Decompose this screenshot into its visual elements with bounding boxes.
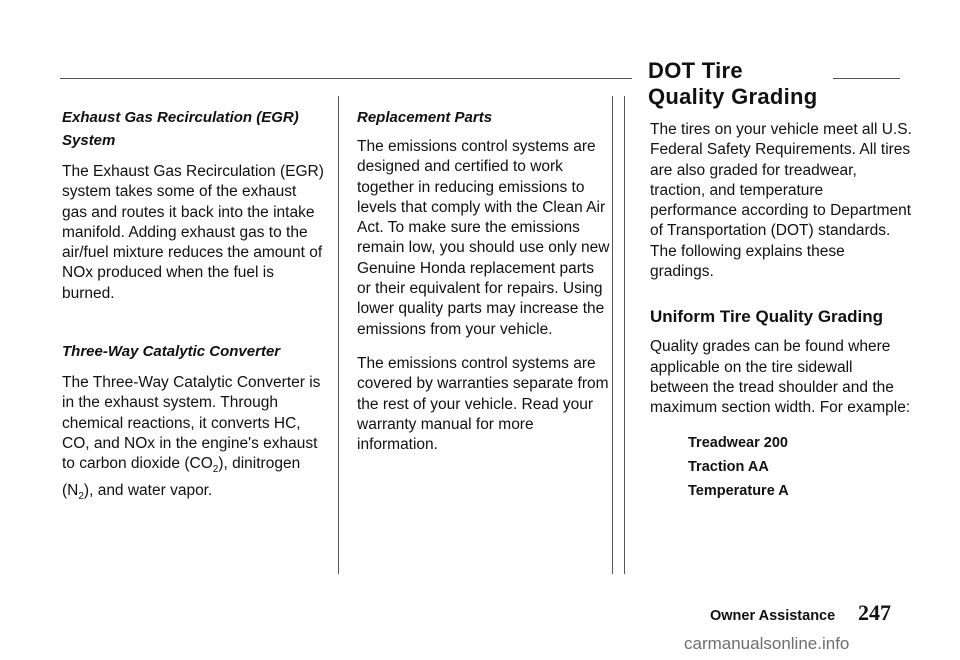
uniform-grading-body: Quality grades can be found where applicable on the tire sidewall between the tread shoulder and the maximum section width. For example: <box>650 338 911 417</box>
replacement-parts-para-2: The emissions control systems are covered by warranties separate from the rest of your vehicle. Read your warranty manual for more information. <box>357 354 609 454</box>
left-column <box>62 106 324 507</box>
replacement-parts-para-1: The emissions control systems are designed and certified to work together in reducing emissions to levels that comply with the Clean Air Act. To make sure the emissions remain low, you should use only new Genuine Honda replacement parts or their equivalent for repairs. Using lower quality parts may increase the emissions from your vehicle. <box>357 138 610 338</box>
column-divider-right-a <box>612 96 613 574</box>
watermark-text: carmanualsonline.info <box>684 634 850 653</box>
grade-treadwear: Treadwear 200 <box>688 434 788 451</box>
page-title-line-1: DOT Tire <box>648 58 743 83</box>
egr-body: The Exhaust Gas Recirculation (EGR) system takes some of the exhaust gas and routes it back into the intake manifold. Adding exhaust gas to the air/fuel mixture reduces the amount of NOx produced when the fuel is burned. <box>62 163 324 302</box>
page-number: 247 <box>858 600 891 625</box>
dot-intro: The tires on your vehicle meet all U.S. Federal Safety Requirements. All tires are also graded for treadwear, traction, and temperature performance according to Department of Transportation (DOT) standards. The following explains these gradings. <box>650 121 912 281</box>
top-rule-right <box>833 78 900 79</box>
footer-section-label: Owner Assistance <box>710 608 836 624</box>
grade-list <box>650 433 912 501</box>
egr-heading: Exhaust Gas Recirculation (EGR) System <box>62 109 299 149</box>
right-column <box>650 120 912 505</box>
middle-column <box>357 106 612 455</box>
grade-temperature: Temperature A <box>688 482 789 499</box>
top-rule-left <box>60 78 632 79</box>
grade-traction: Traction AA <box>688 458 769 475</box>
page-title-line-2: Quality Grading <box>648 84 818 109</box>
replacement-parts-heading: Replacement Parts <box>357 109 493 126</box>
twc-body: The Three-Way Catalytic Converter is in the exhaust system. Through chemical reactions, it converts HC, CO, and NOx in the engine's exhaust to carbon dioxide $(CO_2)$, dinitrogen $(N_2)$, and water vapor. <box>62 374 321 502</box>
uniform-grading-heading: Uniform Tire Quality Grading <box>650 307 883 327</box>
subscript-2: 2 <box>78 490 84 502</box>
column-divider-right-b <box>624 96 625 574</box>
twc-heading: Three-Way Catalytic Converter <box>62 343 281 361</box>
column-divider-left <box>338 96 339 574</box>
subscript-2: 2 <box>212 464 219 476</box>
page-title <box>648 58 818 110</box>
